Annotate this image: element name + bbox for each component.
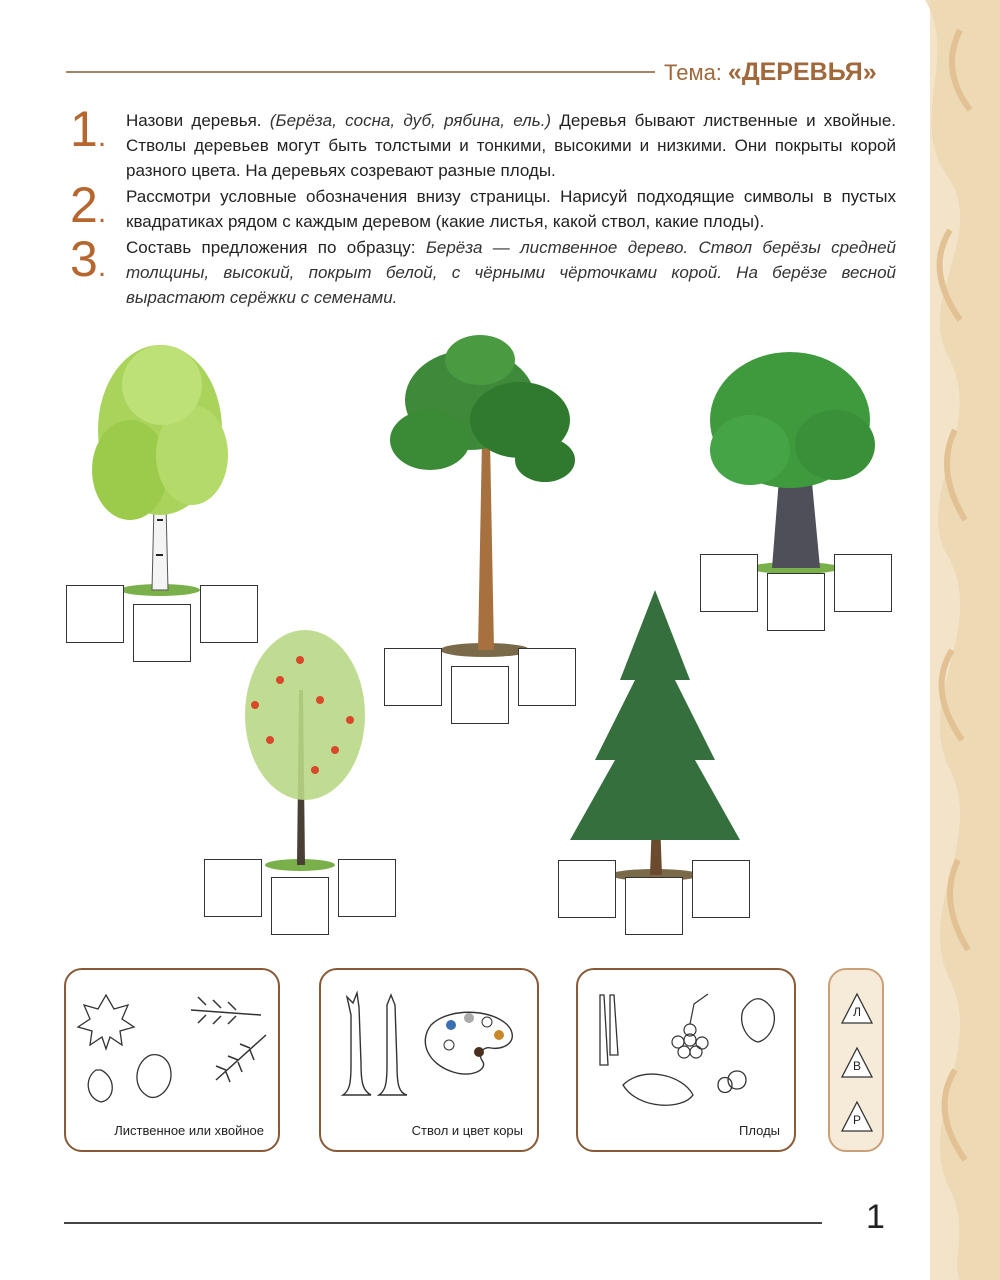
answer-box-oak-1[interactable]	[700, 554, 758, 612]
task-number-2: 2.	[70, 177, 107, 233]
answer-box-spruce-2[interactable]	[625, 877, 683, 935]
panel-caption-fruits: Плоды	[739, 1123, 780, 1138]
answer-box-rowan-1[interactable]	[204, 859, 262, 917]
answer-box-pine-2[interactable]	[451, 666, 509, 724]
answer-box-birch-3[interactable]	[200, 585, 258, 643]
task-number-1: 1.	[70, 101, 107, 157]
spruce-tree-image	[570, 590, 740, 881]
answer-box-birch-1[interactable]	[66, 585, 124, 643]
fruit-icons	[578, 970, 794, 1120]
answer-box-spruce-1[interactable]	[558, 860, 616, 918]
oak-tree-image	[710, 352, 875, 574]
topic-name: «ДЕРЕВЬЯ»	[727, 58, 877, 86]
answer-box-birch-2[interactable]	[133, 604, 191, 662]
answer-box-pine-1[interactable]	[384, 648, 442, 706]
legend-letter-r: Р	[840, 1100, 874, 1134]
answer-box-pine-3[interactable]	[518, 648, 576, 706]
topic-title	[664, 58, 877, 87]
answer-box-oak-3[interactable]	[834, 554, 892, 612]
topic-label: Тема:	[664, 60, 722, 85]
legend-panel-trunk	[319, 968, 539, 1152]
legend-panel-fruits	[576, 968, 796, 1152]
birch-tree-image	[92, 345, 228, 596]
legend-panel-leaf-type	[64, 968, 280, 1152]
legend-letter-l: Л	[840, 992, 874, 1026]
answer-box-spruce-3[interactable]	[692, 860, 750, 918]
rowan-tree-image	[245, 630, 365, 871]
answer-box-rowan-3[interactable]	[338, 859, 396, 917]
task-3-text: Составь предложения по образцу: Берёза — лиственное дерево. Ствол берёзы средней толщины, высокий, покрыт белой, с чёрными чёрточками корой. На берёзе весной вырастают серёжки с семенами.	[126, 238, 896, 307]
answer-box-rowan-2[interactable]	[271, 877, 329, 935]
answer-box-oak-2[interactable]	[767, 573, 825, 631]
legend-letter-v: В	[840, 1046, 874, 1080]
footer-rule	[64, 1222, 822, 1224]
letter-legend	[828, 968, 884, 1152]
pine-tree-image	[390, 335, 575, 657]
task-1-text: Назови деревья. (Берёза, сосна, дуб, рябина, ель.) Деревья бывают лиственные и хвойные. Стволы деревьев могут быть толстыми и тонкими, высокими и низкими. Они покрыты корой разного цвета. На деревьях созревают разные плоды.	[126, 111, 896, 180]
task-2-text: Рассмотри условные обозначения внизу страницы. Нарисуй подходящие символы в пустых квадратиках рядом с каждым деревом (какие листья, какой ствол, какие плоды).	[126, 187, 896, 231]
page-number: 1	[866, 1198, 885, 1236]
trunk-and-palette-icons	[321, 970, 537, 1120]
task-number-3: 3.	[70, 231, 107, 287]
panel-caption-trunk: Ствол и цвет коры	[411, 1123, 523, 1138]
leaf-and-needle-icons	[66, 970, 278, 1120]
panel-caption-leaf-type: Лиственное или хвойное	[114, 1123, 264, 1138]
